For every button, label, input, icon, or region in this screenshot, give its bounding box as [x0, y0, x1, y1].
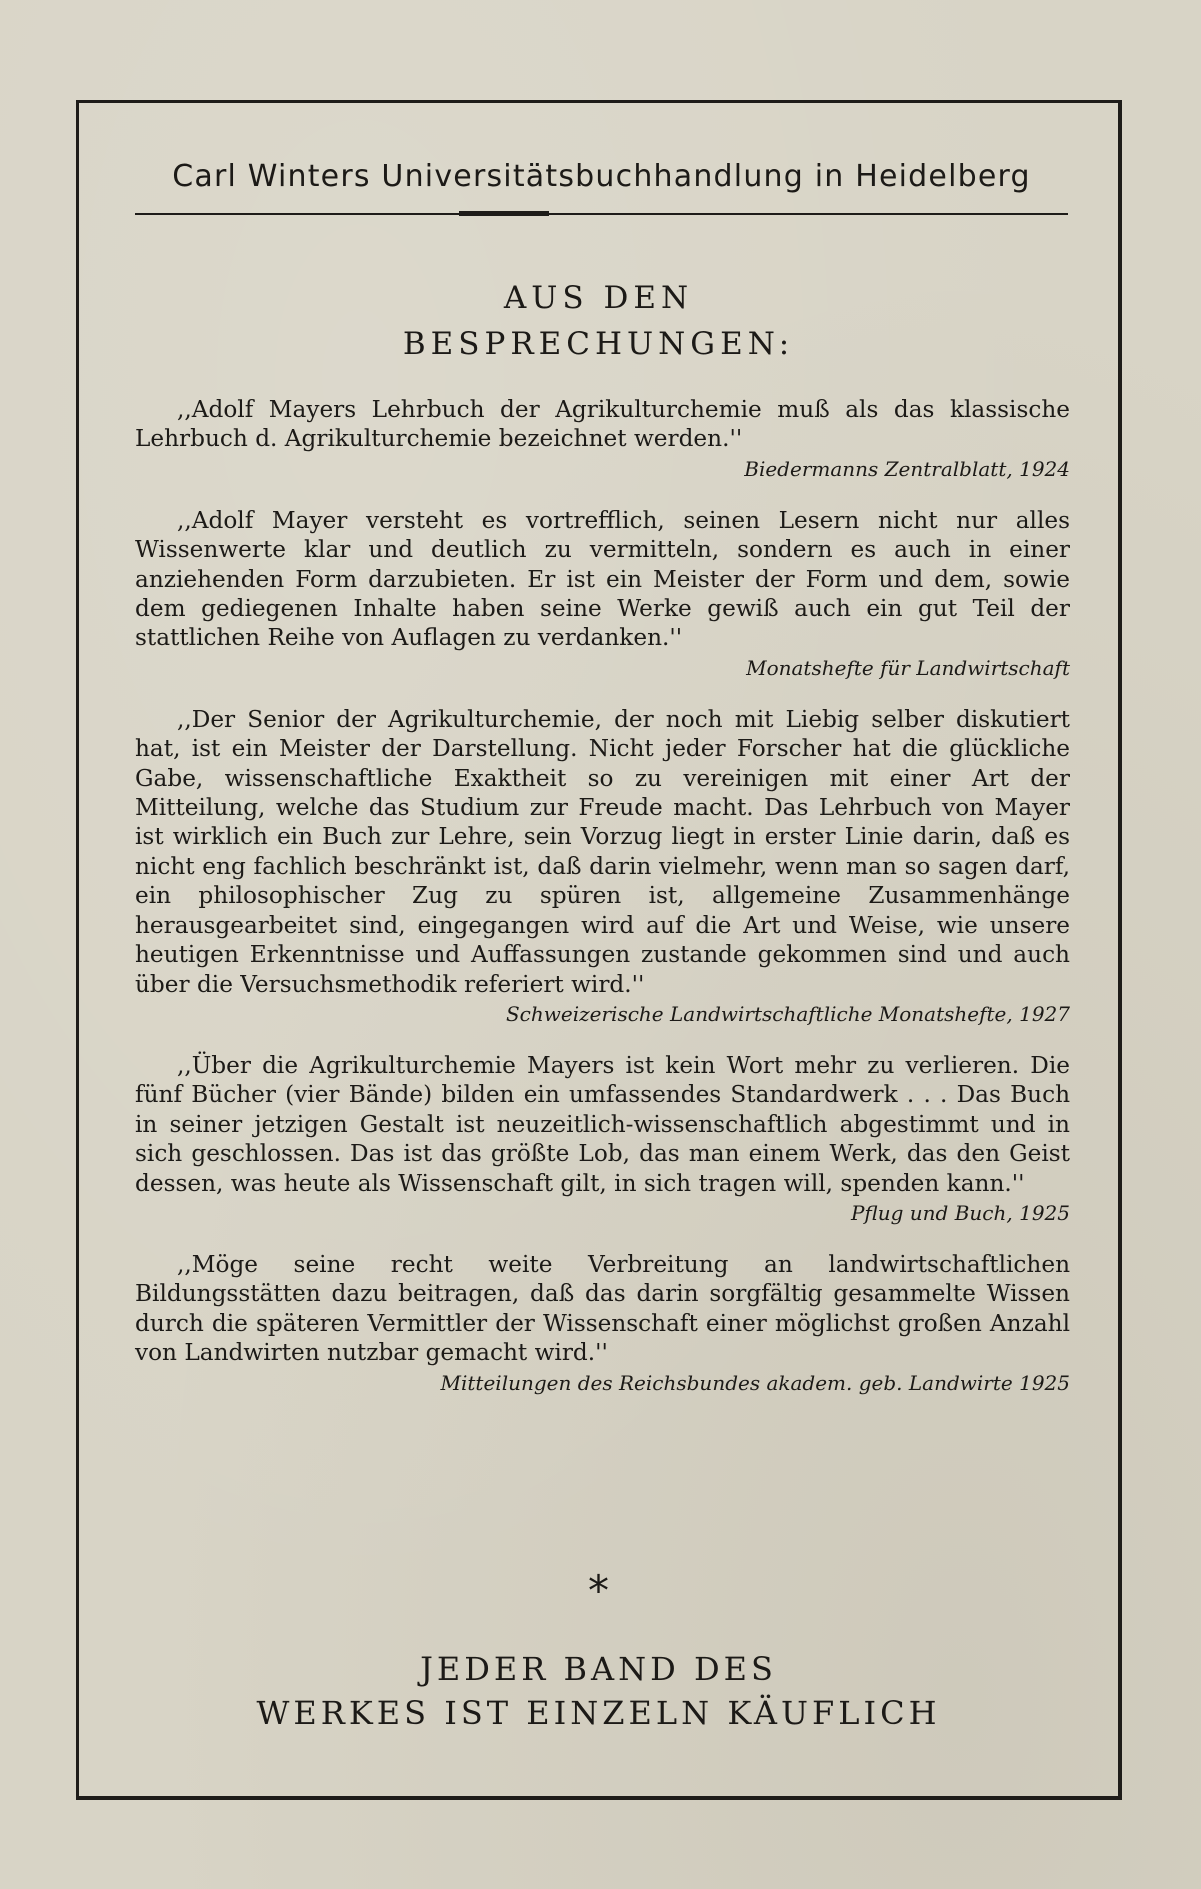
- footer-line-1: JEDER BAND DES: [420, 1650, 777, 1688]
- asterisk-divider: *: [588, 1566, 609, 1615]
- review-item: [135, 506, 1070, 683]
- review-quote: ,,Der Senior der Agrikulturchemie, der noch mit Liebig selber diskutiert hat, ist ein Meister der Darstellung. Nicht jeder Forscher hat die glückliche Gabe, wissenschaftliche Exaktheit so zu vereinigen mit einer Art der Mitteilung, welche das Studium zur Freude macht. Das Lehrbuch von Mayer ist wirklich ein Buch zur Lehre, sein Vorzug liegt in erster Linie darin, daß es nicht eng fachlich beschränkt ist, daß darin vielmehr, wenn man so sagen darf, ein philosophischer Zug zu spüren ist, allgemeine Zusammenhänge herausgearbeitet sind, eingegangen wird auf die Art und Weise, wie unsere heutigen Erkenntnisse und Auffassungen zustande gekommen sind und auch über die Versuchsmethodik referiert wird.'': [135, 705, 1070, 998]
- review-item: [135, 395, 1070, 484]
- header-rule-ornament: [459, 211, 549, 216]
- reviews-heading-line-1: AUS DEN: [503, 280, 694, 316]
- review-item: [135, 1250, 1070, 1398]
- review-item: [135, 1051, 1070, 1228]
- footer-notice: [79, 1647, 1118, 1735]
- publisher-line: Carl Winters Universitätsbuchhandlung in Heidelberg: [172, 159, 1031, 194]
- review-source: Mitteilungen des Reichsbundes akadem. geb. Landwirte 1925: [440, 1370, 1070, 1395]
- review-quote: ,,Adolf Mayers Lehrbuch der Agrikulturchemie muß als das klassische Lehrbuch d. Agrikulturchemie bezeichnet werden.'': [135, 396, 1070, 453]
- footer-line-2: WERKES IST EINZELN KÄUFLICH: [256, 1694, 941, 1732]
- advertisement-frame: [76, 100, 1122, 1800]
- review-source: Biedermanns Zentralblatt, 1924: [744, 456, 1070, 481]
- review-quote: ,,Über die Agrikulturchemie Mayers ist kein Wort mehr zu verlieren. Die fünf Bücher (vier Bände) bilden ein umfassendes Standardwerk . . . Das Buch in seiner jetzigen Gestalt ist neuzeitlich-wissenschaftlich abgestimmt und in sich geschlossen. Das ist das größte Lob, das man einem Werk, das den Geist dessen, was heute als Wissenschaft gilt, in sich tragen will, spenden kann.'': [135, 1051, 1070, 1197]
- review-quote: ,,Adolf Mayer versteht es vortrefflich, seinen Lesern nicht nur alles Wissenwerte klar und deutlich zu vermitteln, sondern es auch in einer anziehenden Form darzubieten. Er ist ein Meister der Form und dem, sowie dem gediegenen Inhalte haben seine Werke gewiß auch ein gut Teil der stattlichen Reihe von Auflagen zu verdanken.'': [135, 506, 1070, 652]
- review-item: [135, 705, 1070, 1029]
- review-source: Schweizerische Landwirtschaftliche Monatshefte, 1927: [505, 1001, 1070, 1026]
- header-rule: [135, 213, 1068, 215]
- reviews-heading-line-2: BESPRECHUNGEN:: [402, 326, 795, 362]
- review-source: Monatshefte für Landwirtschaft: [746, 655, 1070, 680]
- reviews-list: [135, 395, 1070, 1420]
- review-quote: ,,Möge seine recht weite Verbreitung an landwirtschaftlichen Bildungsstätten dazu beitragen, daß das darin sorgfältig gesammelte Wissen durch die späteren Vermittler der Wissenschaft einer möglichst großen Anzahl von Landwirten nutzbar gemacht wird.'': [135, 1250, 1070, 1367]
- reviews-heading: [79, 275, 1118, 367]
- review-source: Pflug und Buch, 1925: [850, 1200, 1070, 1225]
